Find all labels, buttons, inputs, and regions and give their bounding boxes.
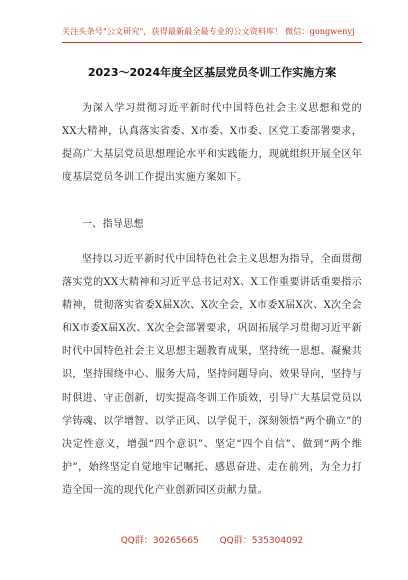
footer-contact	[62, 534, 362, 548]
intro-text: 为深入学习贯彻习近平新时代中国特色社会主义思想和党的XX大精神，认真落实省委、X市委、X市委、区党工委部署要求，提高广大基层党员思想理论水平和实践能力，现就组织开展全区年度基层党员冬训工作提出实施方案如下。	[62, 103, 362, 184]
section-heading-guiding-ideology: 一、指导思想	[82, 219, 144, 230]
header-notice: 关注头条号"公文研究"，获得最新最全最专业的公文资料库！ 微信：gongwenyj	[62, 26, 355, 36]
section-1-text: 坚持以习近平新时代中国特色社会主义思想为指导，全面贯彻落实党的XX大精神和习近平总书记对X、X工作重要讲话重要指示精神，贯彻落实省委X届X次、X次全会，X市委X届X次、X次全会和X市委X届X次、X次全会部署要求，巩固拓展学习贯彻习近平新时代中国特色社会主义思想主题教育成果，坚持统一思想、凝聚共识，坚持围绕中心、服务大局，坚持问题导向、效果导向，坚持与时俱进、守正创新，切实提高冬训工作质效，引导广大基层党员以学铸魂、以学增智、以学正风、以学促干，深刻领悟“两个确立”的决定性意义，增强“四个意识”、坚定“四个自信”、做到“两个维护”，始终坚定自觉地牢记嘱托、感恩奋进、走在前列，为全力打造全国一流的现代化产业创新园区贡献力量。	[62, 254, 362, 496]
footer-qq-group-1: QQ群：30265665	[120, 536, 199, 546]
section-1-paragraph	[62, 248, 362, 502]
document-title: 2023～2024年度全区基层党员冬训工作实施方案	[87, 66, 337, 79]
intro-paragraph	[62, 97, 362, 189]
header-divider	[62, 42, 362, 43]
footer-qq-group-2: QQ群：535304092	[219, 536, 304, 546]
